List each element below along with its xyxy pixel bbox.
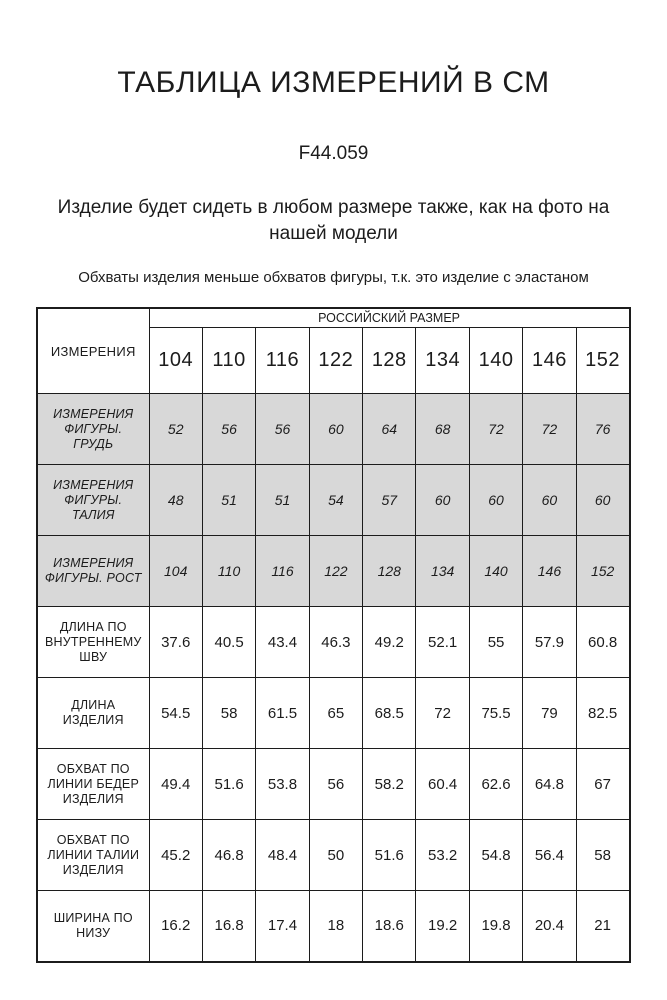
value-cell: 45.2	[149, 820, 202, 891]
value-cell: 54.8	[469, 820, 522, 891]
value-cell: 57	[363, 465, 416, 536]
value-cell: 43.4	[256, 607, 309, 678]
size-header-cell: 110	[202, 328, 255, 394]
value-cell: 68	[416, 394, 469, 465]
value-cell: 19.2	[416, 891, 469, 962]
value-cell: 51	[202, 465, 255, 536]
value-cell: 60	[416, 465, 469, 536]
size-header-cell: 152	[576, 328, 629, 394]
size-header-cell: 146	[523, 328, 576, 394]
value-cell: 58.2	[363, 749, 416, 820]
page-title: ТАБЛИЦА ИЗМЕРЕНИЙ В СМ	[117, 66, 550, 99]
value-cell: 52.1	[416, 607, 469, 678]
elastane-note: Обхваты изделия меньше обхватов фигуры, т.к. это изделие с эластаном	[78, 269, 589, 286]
value-cell: 104	[149, 536, 202, 607]
value-cell: 110	[202, 536, 255, 607]
value-cell: 58	[576, 820, 629, 891]
row-label-cell: ДЛИНА ИЗДЕЛИЯ	[37, 678, 149, 749]
value-cell: 56	[202, 394, 255, 465]
value-cell: 16.8	[202, 891, 255, 962]
value-cell: 46.8	[202, 820, 255, 891]
row-label-cell: ИЗМЕРЕНИЯ ФИГУРЫ. РОСТ	[37, 536, 149, 607]
value-cell: 18	[309, 891, 362, 962]
value-cell: 146	[523, 536, 576, 607]
row-label-cell: ДЛИНА ПО ВНУТРЕННЕМУ ШВУ	[37, 607, 149, 678]
value-cell: 60	[309, 394, 362, 465]
value-cell: 19.8	[469, 891, 522, 962]
value-cell: 116	[256, 536, 309, 607]
table-row-waist-girth	[37, 820, 630, 891]
table-row-figure-height	[37, 536, 630, 607]
value-cell: 48	[149, 465, 202, 536]
row-label-cell: ОБХВАТ ПО ЛИНИИ ТАЛИИ ИЗДЕЛИЯ	[37, 820, 149, 891]
table-row-bottom-width	[37, 891, 630, 962]
size-table	[36, 307, 631, 963]
table-row-figure-waist	[37, 465, 630, 536]
value-cell: 64	[363, 394, 416, 465]
value-cell: 60.4	[416, 749, 469, 820]
value-cell: 40.5	[202, 607, 255, 678]
value-cell: 37.6	[149, 607, 202, 678]
value-cell: 51.6	[202, 749, 255, 820]
value-cell: 53.8	[256, 749, 309, 820]
value-cell: 51.6	[363, 820, 416, 891]
value-cell: 75.5	[469, 678, 522, 749]
value-cell: 51	[256, 465, 309, 536]
table-header-row	[37, 308, 630, 328]
value-cell: 62.6	[469, 749, 522, 820]
value-cell: 56	[256, 394, 309, 465]
size-header-cell: 122	[309, 328, 362, 394]
row-label-cell: ИЗМЕРЕНИЯ ФИГУРЫ. ТАЛИЯ	[37, 465, 149, 536]
value-cell: 140	[469, 536, 522, 607]
row-label-cell: ОБХВАТ ПО ЛИНИИ БЕДЕР ИЗДЕЛИЯ	[37, 749, 149, 820]
size-header-cell: 116	[256, 328, 309, 394]
value-cell: 122	[309, 536, 362, 607]
row-label-cell: ИЗМЕРЕНИЯ ФИГУРЫ. ГРУДЬ	[37, 394, 149, 465]
value-cell: 65	[309, 678, 362, 749]
value-cell: 56	[309, 749, 362, 820]
value-cell: 54.5	[149, 678, 202, 749]
value-cell: 76	[576, 394, 629, 465]
size-header-cell: 134	[416, 328, 469, 394]
value-cell: 67	[576, 749, 629, 820]
value-cell: 17.4	[256, 891, 309, 962]
value-cell: 54	[309, 465, 362, 536]
value-cell: 57.9	[523, 607, 576, 678]
value-cell: 53.2	[416, 820, 469, 891]
value-cell: 58	[202, 678, 255, 749]
value-cell: 152	[576, 536, 629, 607]
value-cell: 50	[309, 820, 362, 891]
value-cell: 60	[523, 465, 576, 536]
table-row-item-length	[37, 678, 630, 749]
value-cell: 61.5	[256, 678, 309, 749]
row-label-cell: ШИРИНА ПО НИЗУ	[37, 891, 149, 962]
value-cell: 16.2	[149, 891, 202, 962]
size-system-header-cell: РОССИЙСКИЙ РАЗМЕР	[149, 308, 630, 328]
measurements-header-cell: ИЗМЕРЕНИЯ	[37, 308, 149, 394]
value-cell: 72	[523, 394, 576, 465]
table-row-figure-chest	[37, 394, 630, 465]
value-cell: 18.6	[363, 891, 416, 962]
value-cell: 128	[363, 536, 416, 607]
value-cell: 20.4	[523, 891, 576, 962]
value-cell: 60.8	[576, 607, 629, 678]
value-cell: 72	[469, 394, 522, 465]
value-cell: 46.3	[309, 607, 362, 678]
size-header-cell: 140	[469, 328, 522, 394]
value-cell: 60	[576, 465, 629, 536]
value-cell: 60	[469, 465, 522, 536]
fit-note: Изделие будет сидеть в любом размере также, как на фото на нашей модели	[57, 197, 610, 244]
value-cell: 56.4	[523, 820, 576, 891]
value-cell: 55	[469, 607, 522, 678]
value-cell: 49.2	[363, 607, 416, 678]
table-row-inseam-length	[37, 607, 630, 678]
value-cell: 68.5	[363, 678, 416, 749]
article-code: F44.059	[298, 143, 369, 164]
size-header-cell: 104	[149, 328, 202, 394]
value-cell: 64.8	[523, 749, 576, 820]
table-row-hip-girth	[37, 749, 630, 820]
value-cell: 52	[149, 394, 202, 465]
value-cell: 49.4	[149, 749, 202, 820]
value-cell: 82.5	[576, 678, 629, 749]
value-cell: 79	[523, 678, 576, 749]
size-header-cell: 128	[363, 328, 416, 394]
value-cell: 134	[416, 536, 469, 607]
value-cell: 48.4	[256, 820, 309, 891]
value-cell: 21	[576, 891, 629, 962]
value-cell: 72	[416, 678, 469, 749]
